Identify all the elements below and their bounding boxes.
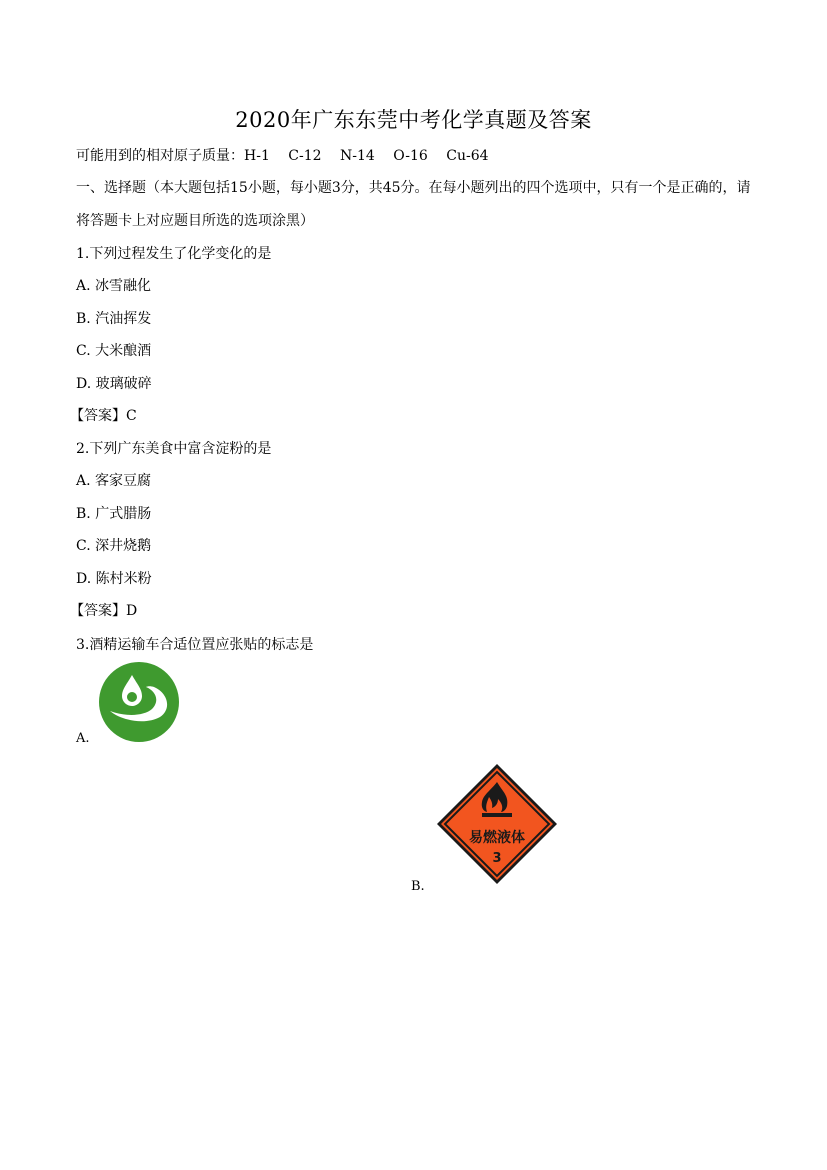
question-2-option-d: D. 陈村米粉 <box>76 571 152 587</box>
sign-b-number: 3 <box>492 851 502 866</box>
question-1-option-d: D. 玻璃破碎 <box>76 376 152 392</box>
question-1-option-c: C. 大米酿酒 <box>76 343 152 359</box>
question-2-option-b: B. 广式腊肠 <box>76 506 152 522</box>
question-2-option-a: A. 客家豆腐 <box>76 473 152 489</box>
flammable-liquid-sign-icon <box>435 762 559 886</box>
question-2-answer: 【答案】D <box>70 603 138 619</box>
question-1-option-a: A. 冰雪融化 <box>76 278 152 294</box>
atomic-masses-line: 可能用到的相对原子质量：H-1 C-12 N-14 O-16 Cu-64 <box>76 148 489 164</box>
question-3-option-a-label: A. <box>76 731 90 746</box>
water-conservation-sign-icon <box>98 661 180 743</box>
question-1-answer: 【答案】C <box>70 408 137 424</box>
sign-b-text: 易燃液体 <box>469 830 525 846</box>
question-3-option-b-label: B. <box>411 879 425 894</box>
question-1-stem: 1.下列过程发生了化学变化的是 <box>76 246 272 262</box>
question-2-stem: 2.下列广东美食中富含淀粉的是 <box>76 441 272 457</box>
page-title: 2020年广东东莞中考化学真题及答案 <box>235 108 592 132</box>
question-3-stem: 3.酒精运输车合适位置应张贴的标志是 <box>76 637 314 653</box>
question-1-option-b: B. 汽油挥发 <box>76 311 152 327</box>
question-2-option-c: C. 深井烧鹅 <box>76 538 152 554</box>
section-intro: 一、选择题（本大题包括15小题，每小题3分，共45分。在每小题列出的四个选项中，只有一个是正确的，请将答题卡上对应题目所选的选项涂黑） <box>76 180 751 229</box>
